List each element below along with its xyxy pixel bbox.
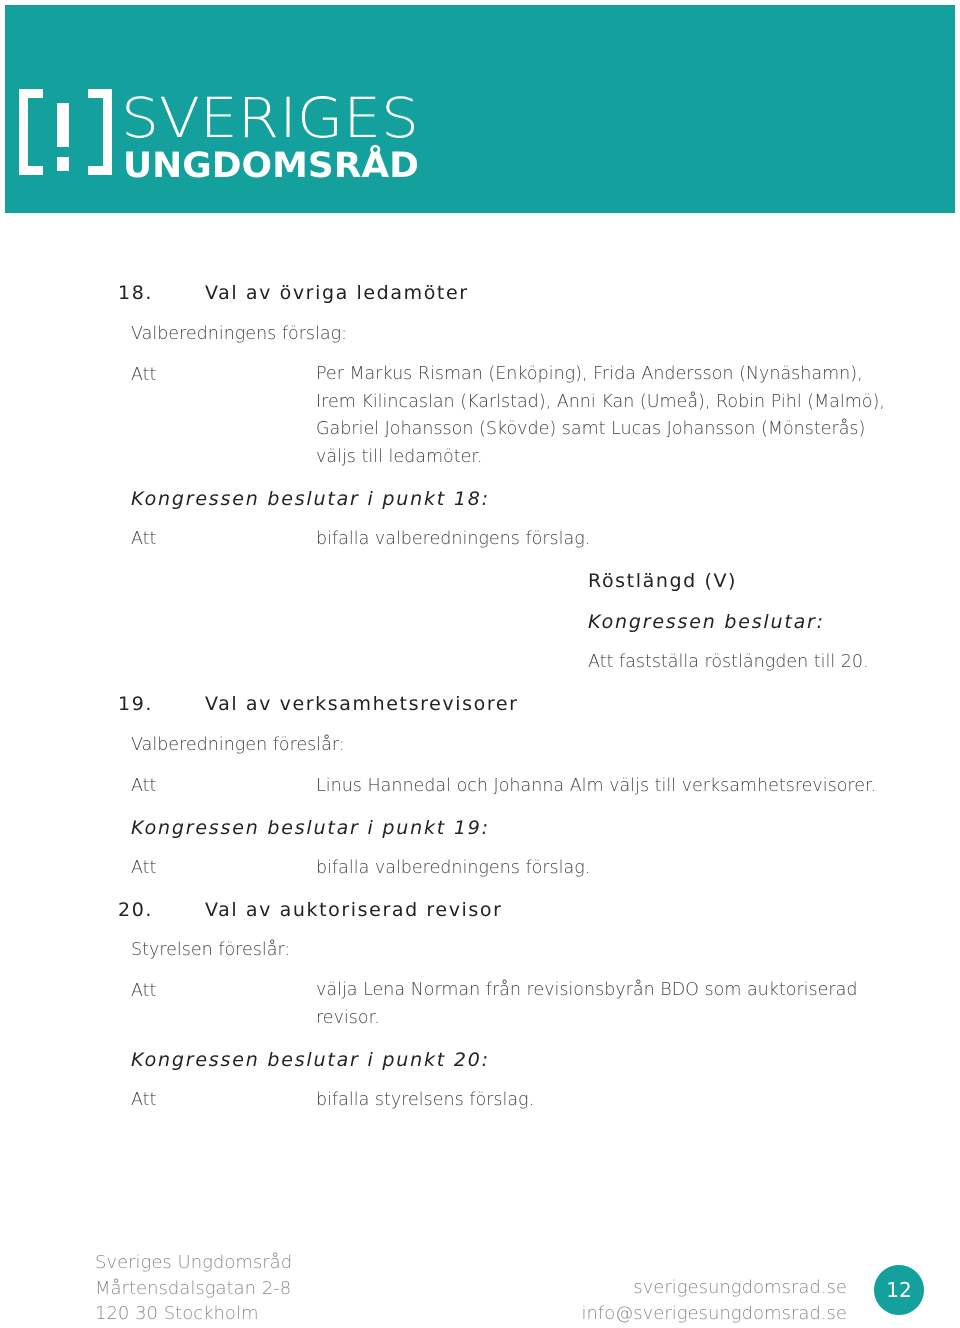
section-20-decision-text: bifalla styrelsens förslag. [316, 1090, 535, 1110]
footer-email-link[interactable]: info@sverigesungdomsrad.se [581, 1302, 847, 1324]
proposal-line: Irem Kilincaslan (Karlstad), Anni Kan (Umeå), Robin Pihl (Malmö), [316, 391, 885, 412]
section-18-proposal-label: Valberedningens förslag: [131, 324, 348, 344]
footer-website-link[interactable]: sverigesungdomsrad.se [633, 1277, 847, 1298]
proposal-line: väljs till ledamöter. [316, 446, 483, 467]
section-19-number: 19. [118, 693, 154, 715]
section-18-proposal-text [316, 361, 885, 471]
section-19-att: Att [131, 776, 157, 796]
section-20-number: 20. [118, 899, 154, 921]
logo-line1: SVERIGES [121, 86, 419, 150]
section-20-decision-label: Kongressen beslutar i punkt 20: [131, 1049, 490, 1071]
section-20-title: Val av auktoriserad revisor [205, 899, 503, 921]
proposal-line: Gabriel Johansson (Skövde) samt Lucas Johansson (Mönsterås) [316, 419, 866, 440]
section-18-title: Val av övriga ledamöter [205, 282, 469, 304]
rostlangd-text: Att fastställa röstlängden till 20. [588, 652, 869, 672]
section-18-decision-label: Kongressen beslutar i punkt 18: [131, 488, 490, 510]
section-18-att: Att [131, 365, 157, 385]
proposal-line: välja Lena Norman från revisionsbyrån BDO som auktoriserad [316, 980, 858, 1000]
sveriges-ungdomsrad-logo [19, 81, 439, 185]
proposal-line: revisor. [316, 1007, 380, 1028]
section-20-att: Att [131, 981, 157, 1001]
footer-contact [581, 1275, 847, 1326]
section-20-decision-att: Att [131, 1090, 157, 1110]
section-19-title: Val av verksamhetsrevisorer [205, 693, 519, 715]
page-number-badge: 12 [874, 1265, 924, 1315]
footer-postal: 120 30 Stockholm [95, 1303, 259, 1324]
section-18-decision-att: Att [131, 529, 157, 549]
section-19-decision-text: bifalla valberedningens förslag. [316, 858, 591, 878]
header-banner [5, 5, 955, 213]
rostlangd-title: Röstlängd (V) [588, 570, 738, 592]
section-19-decision-label: Kongressen beslutar i punkt 19: [131, 817, 490, 839]
rostlangd-decision-label: Kongressen beslutar: [588, 611, 825, 633]
section-20-proposal-text [316, 977, 857, 1032]
footer-street: Mårtensdalsgatan 2-8 [95, 1277, 292, 1299]
section-19-proposal-label: Valberedningen föreslår: [131, 735, 345, 755]
footer-org-name: Sveriges Ungdomsråd [95, 1252, 293, 1273]
section-18-decision-text: bifalla valberedningens förslag. [316, 529, 591, 549]
footer-address [95, 1250, 292, 1327]
section-19-decision-att: Att [131, 858, 157, 878]
section-20-proposal-label: Styrelsen föreslår: [131, 940, 291, 960]
section-19-proposal-text: Linus Hannedal och Johanna Alm väljs till verksamhetsrevisorer. [316, 776, 877, 796]
proposal-line: Per Markus Risman (Enköping), Frida Andersson (Nynäshamn), [316, 364, 863, 384]
bracket-exclamation-icon [19, 89, 112, 175]
section-18-number: 18. [118, 282, 154, 304]
logo-line2: UNGDOMSRÅD [123, 146, 412, 185]
